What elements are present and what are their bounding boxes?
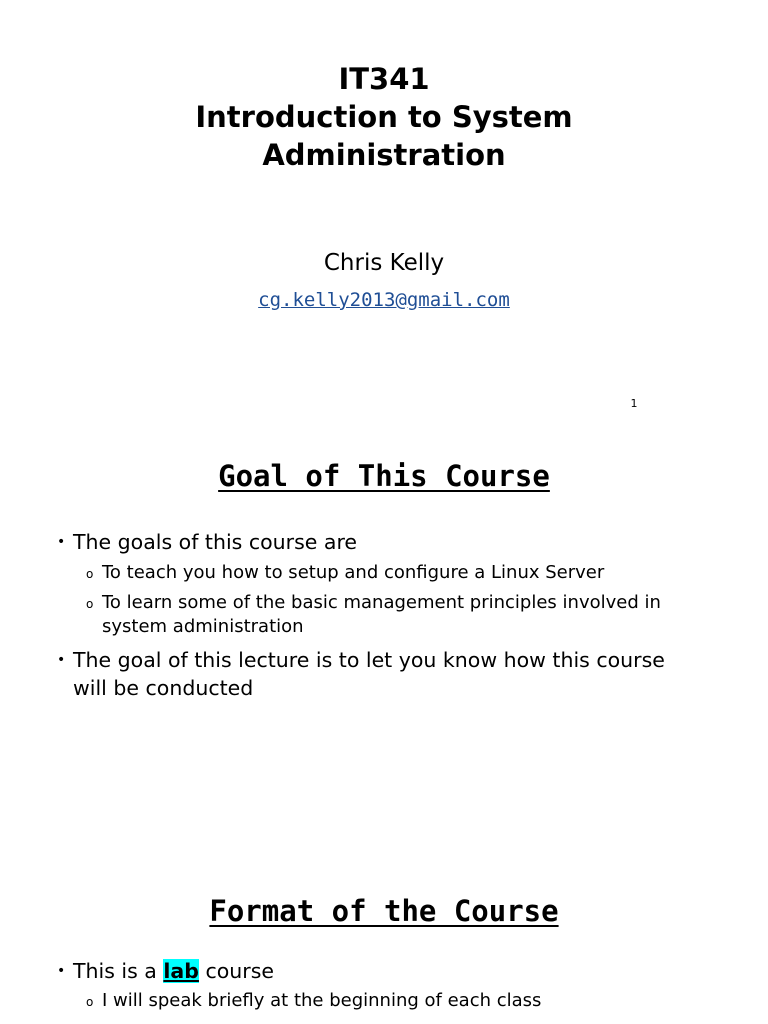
bullet-item (57, 528, 697, 556)
author-email (0, 287, 768, 313)
bullet-item (57, 646, 697, 674)
format-heading (0, 893, 768, 929)
author-name: Chris Kelly (323, 250, 445, 276)
bullet-prefix: This is a (73, 959, 164, 983)
bullet-text: The goals of this course are (73, 530, 358, 554)
sub-bullet-item (86, 591, 686, 615)
sub-bullet-text: I will speak briefly at the beginning of each class (102, 990, 542, 1011)
bullet-icon: • (57, 652, 66, 668)
bullet-suffix: course (198, 959, 274, 983)
bullet-text: The goal of this lecture is to let you know how this course (73, 648, 665, 672)
title-slide (0, 0, 768, 425)
goal-heading-text: Goal of This Course (218, 459, 550, 493)
bullet-icon: • (57, 963, 66, 979)
sub-bullet-icon: o (86, 995, 94, 1009)
course-code: IT341 (338, 62, 430, 96)
sub-bullet-text: To learn some of the basic management principles involved in (102, 592, 661, 613)
email-link[interactable]: cg.kelly2013@gmail.com (258, 289, 510, 311)
course-title-line-1: Introduction to System (195, 100, 573, 134)
format-heading-text: Format of the Course (209, 894, 559, 928)
sub-bullet-item (86, 561, 686, 585)
sub-bullet-icon: o (86, 597, 94, 611)
course-title-line-2: Administration (262, 138, 506, 172)
bullet-icon: • (57, 534, 66, 550)
sub-bullet-item (86, 989, 686, 1013)
sub-bullet-continuation (86, 615, 686, 639)
bullet-item (57, 957, 697, 985)
sub-bullet-icon: o (86, 567, 94, 581)
bullet-text (73, 957, 697, 985)
bullet-text: will be conducted (73, 676, 254, 700)
page-number: 1 (630, 397, 638, 410)
sub-bullet-text: To teach you how to setup and configure a Linux Server (102, 562, 605, 583)
goal-heading (0, 458, 768, 494)
bullet-continuation (57, 674, 697, 702)
lab-highlight: lab (163, 959, 199, 983)
sub-bullet-text: system administration (102, 616, 304, 637)
